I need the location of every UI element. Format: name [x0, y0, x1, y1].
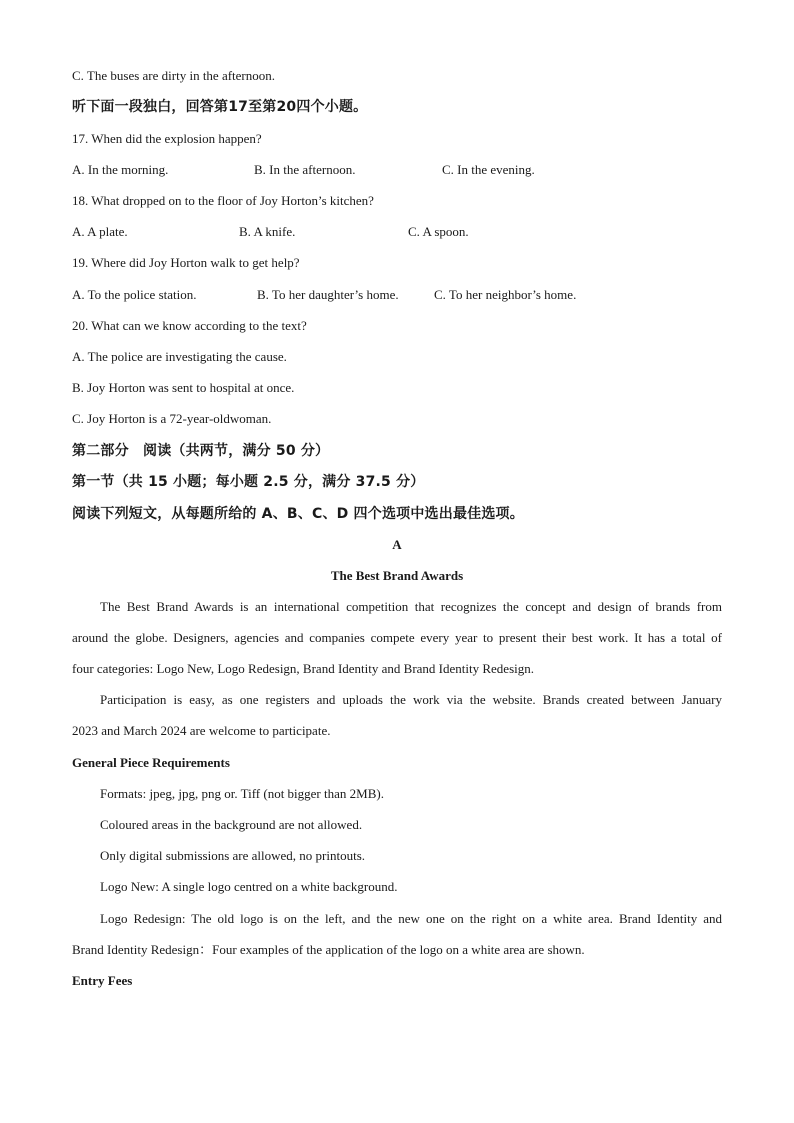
reading-instruction: 阅读下列短文，从每题所给的 A、B、C、D 四个选项中选出最佳选项。 — [72, 506, 524, 522]
q18-option-b: B. A knife. — [239, 224, 296, 239]
q20-option-b: B. Joy Horton was sent to hospital at once. — [72, 380, 295, 395]
paragraph-2-line-2: 2023 and March 2024 are welcome to participate. — [72, 723, 331, 738]
q16-option-c: C. The buses are dirty in the afternoon. — [72, 68, 276, 83]
requirements-heading: General Piece Requirements — [72, 755, 230, 770]
requirement-digital: Only digital submissions are allowed, no printouts. — [100, 848, 366, 863]
q18-option-a: A. A plate. — [72, 224, 128, 239]
q17-option-c: C. In the evening. — [442, 162, 535, 177]
q18-option-c: C. A spoon. — [408, 224, 469, 239]
q19-option-c: C. To her neighbor’s home. — [434, 287, 577, 302]
requirement-logo-redesign-line-1: Logo Redesign: The old logo is on the left, and the new one on the right on a white area. Brand Identity and — [100, 911, 722, 926]
q17-option-a: A. In the morning. — [72, 162, 169, 177]
passage-title: The Best Brand Awards — [330, 568, 464, 583]
question-17: 17. When did the explosion happen? — [72, 131, 262, 146]
paragraph-1-line-2: around the globe. Designers, agencies and companies compete every year to present their best work. It has a total of — [72, 630, 722, 645]
question-19: 19. Where did Joy Horton walk to get help? — [72, 255, 300, 270]
requirement-logo-redesign-line-2: Brand Identity Redesign：Four examples of the application of the logo on a white area are shown. — [72, 942, 585, 957]
q19-option-a: A. To the police station. — [72, 287, 197, 302]
q20-option-a: A. The police are investigating the cause. — [72, 349, 287, 364]
requirement-formats: Formats: jpeg, jpg, png or. Tiff (not bigger than 2MB). — [100, 786, 384, 801]
paragraph-2-line-1: Participation is easy, as one registers and uploads the work via the website. Brands created between January — [100, 692, 722, 707]
q20-option-c: C. Joy Horton is a 72-year-oldwoman. — [72, 411, 272, 426]
question-18: 18. What dropped on to the floor of Joy Horton’s kitchen? — [72, 193, 374, 208]
requirement-background: Coloured areas in the background are not allowed. — [100, 817, 363, 832]
q17-option-b: B. In the afternoon. — [254, 162, 356, 177]
reading-section-title: 第一节（共 15 小题；每小题 2.5 分，满分 37.5 分） — [72, 474, 425, 490]
requirement-logo-new: Logo New: A single logo centred on a white background. — [100, 879, 398, 894]
paragraph-1-line-3: four categories: Logo New, Logo Redesign, Brand Identity and Brand Identity Redesign. — [72, 661, 534, 676]
reading-part-title: 第二部分 阅读（共两节，满分 50 分） — [72, 443, 330, 459]
paragraph-1-line-1: The Best Brand Awards is an international competition that recognizes the concept and design of brands from — [100, 599, 722, 614]
question-20: 20. What can we know according to the text? — [72, 318, 307, 333]
q19-option-b: B. To her daughter’s home. — [257, 287, 399, 302]
passage-letter: A — [392, 537, 402, 552]
listening-instruction: 听下面一段独白，回答第17至第20四个小题。 — [72, 99, 368, 115]
entry-fees-heading: Entry Fees — [72, 973, 133, 988]
